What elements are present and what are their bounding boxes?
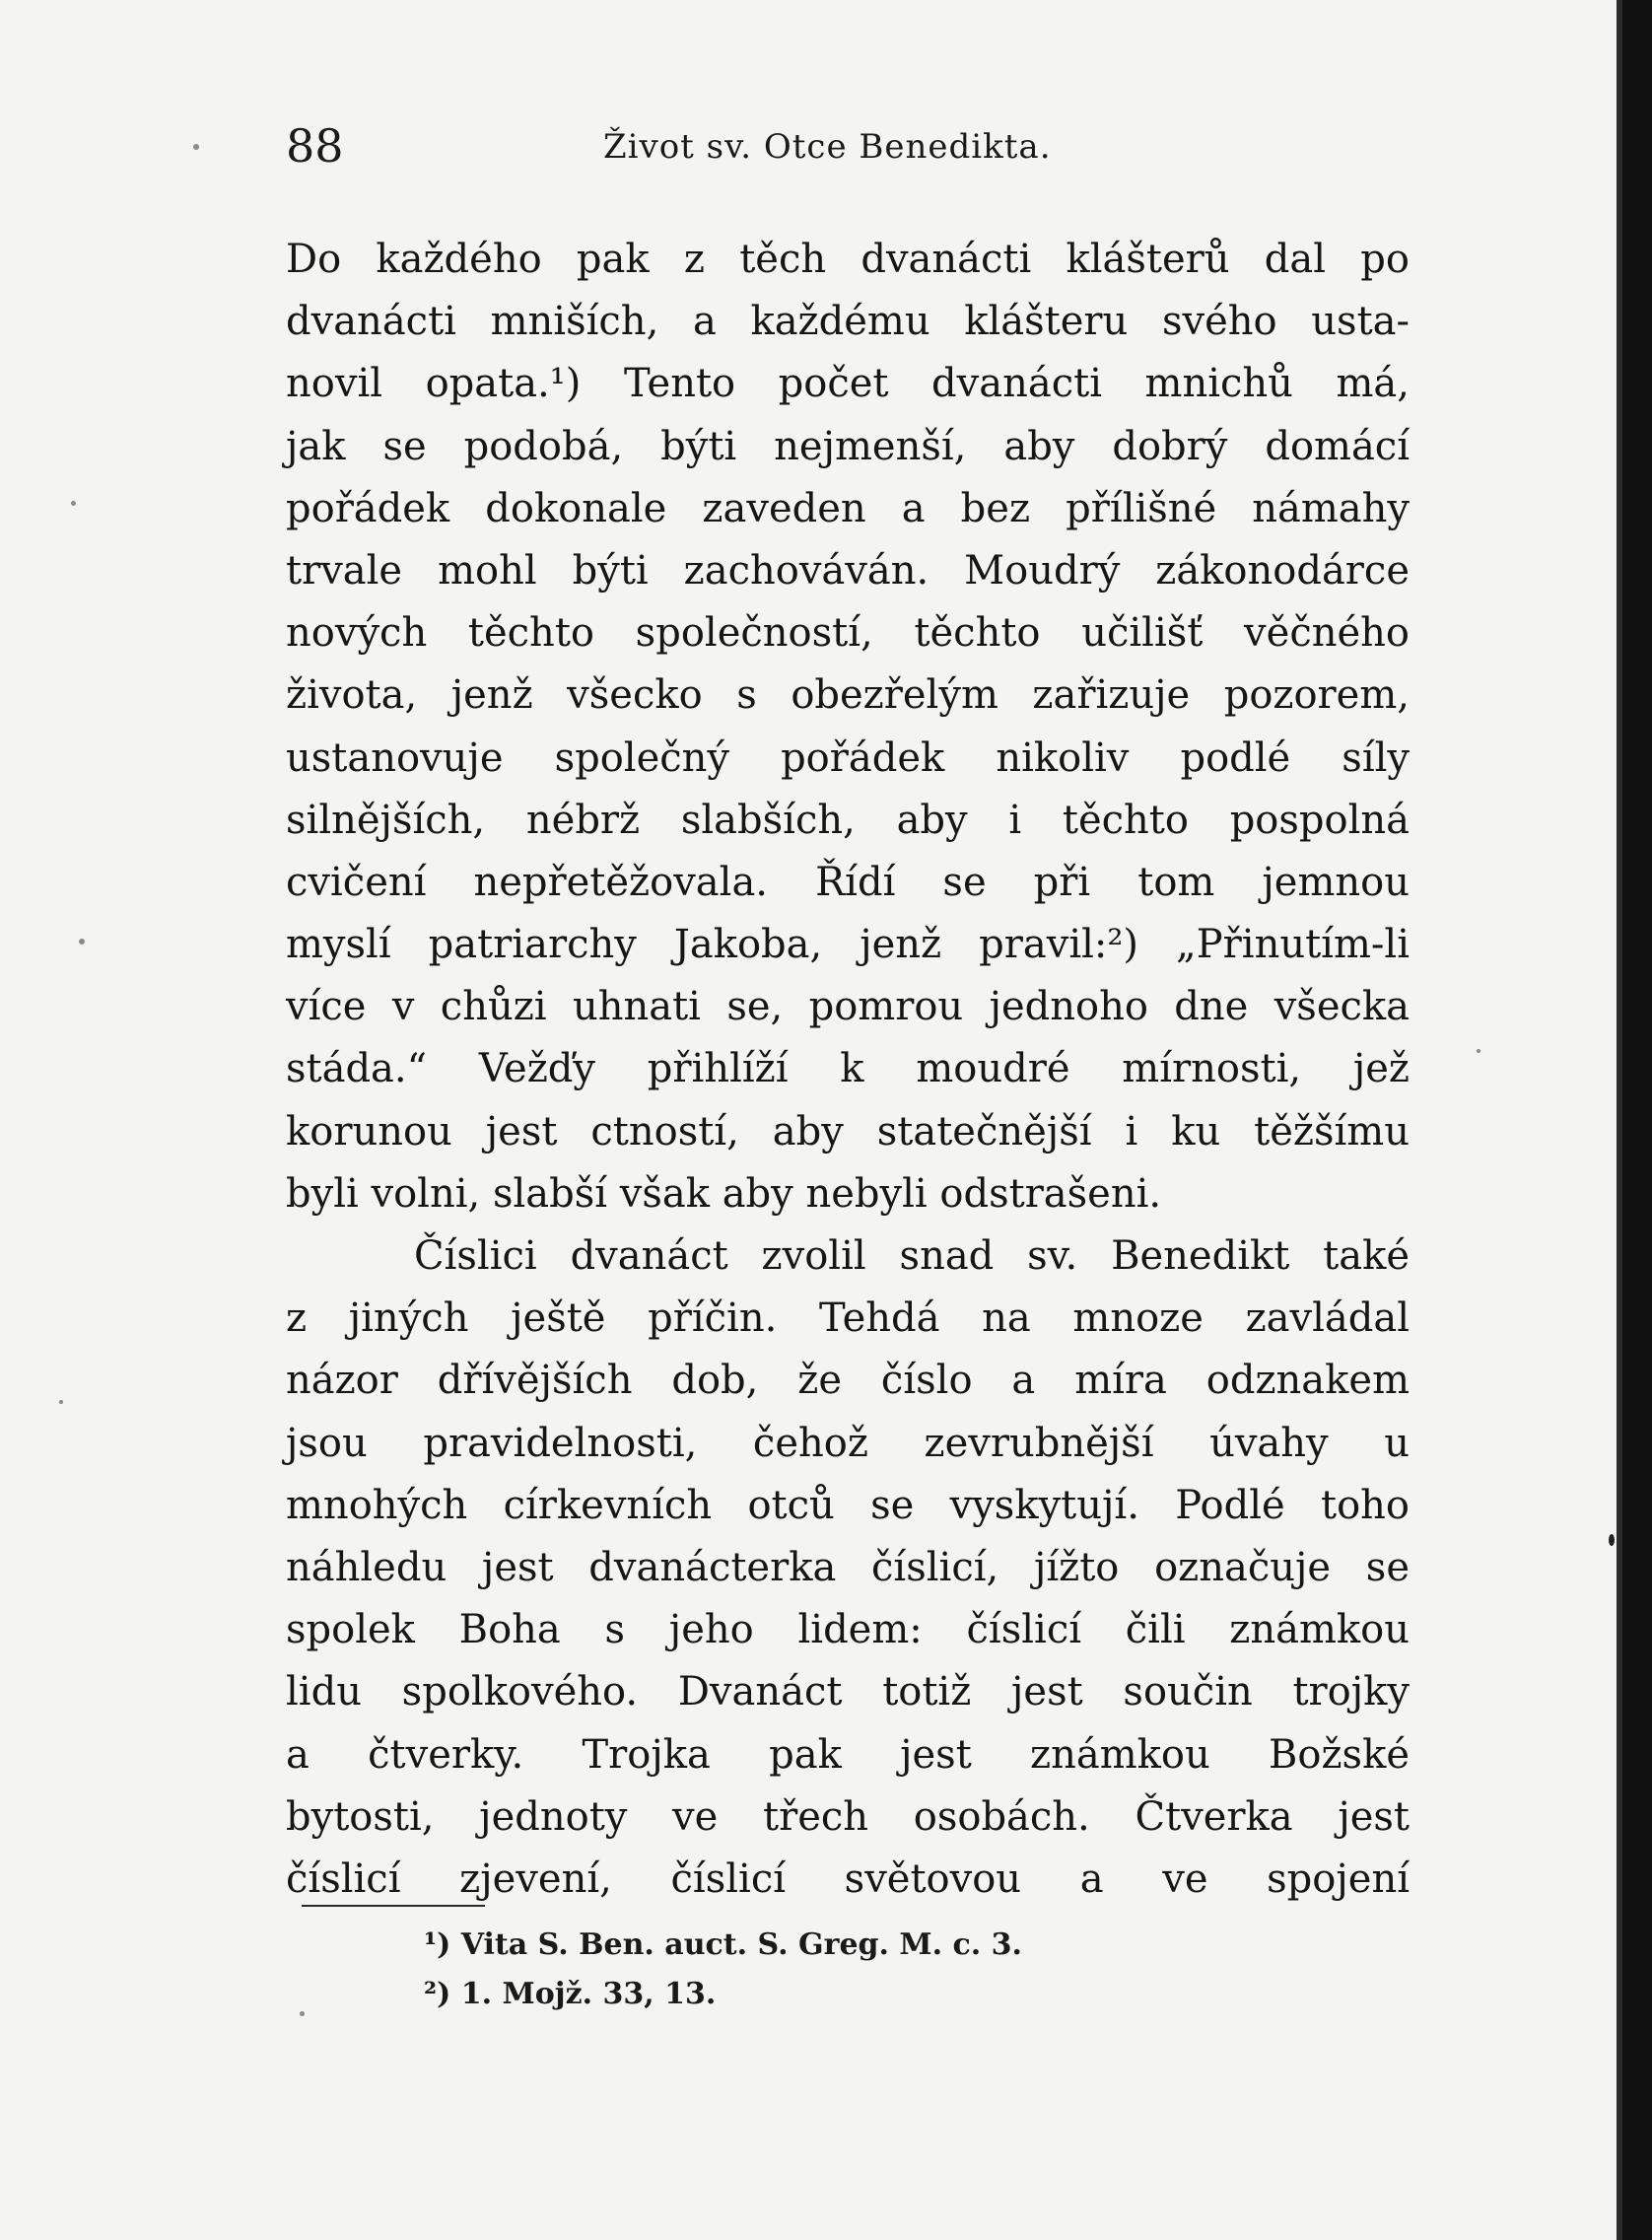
- footnotes: [424, 1921, 1022, 2019]
- page-number: 88: [286, 119, 344, 173]
- text-line: cvičení nepřetěžovala. Řídí se při tom jemnou: [286, 859, 1410, 905]
- text-line: spolek Boha s jeho lidem: číslicí čili známkou: [286, 1607, 1410, 1653]
- text-line: jsou pravidelnosti, čehož zevrubnější úvahy u: [286, 1420, 1410, 1466]
- scan-border: [1617, 0, 1652, 2240]
- text-line: více v chůzi uhnati se, pomrou jednoho dne všecka: [286, 984, 1410, 1030]
- text-line: trvale mohl býti zachováván. Moudrý zákonodárce: [286, 547, 1410, 594]
- scan-speck: [59, 1400, 63, 1404]
- scan-speck: [79, 939, 85, 945]
- text-line: číslicí zjevení, číslicí světovou a ve spojení: [286, 1855, 1410, 1902]
- text-line: myslí patriarchy Jakoba, jenž pravil:²) „Přinutím-li: [286, 922, 1410, 968]
- footnote: ²) 1. Mojž. 33, 13.: [424, 1977, 717, 2011]
- text-line: jak se podobá, býti nejmenší, aby dobrý domácí: [286, 423, 1410, 469]
- text-line: náhledu jest dvanácterka číslicí, jížto označuje se: [286, 1544, 1410, 1590]
- running-title: Život sv. Otce Benedikta.: [603, 127, 1052, 167]
- scan-speck: [300, 2011, 305, 2016]
- text-line: z jiných ještě příčin. Tehdá na mnoze zavládal: [286, 1295, 1410, 1342]
- text-line: mnohých církevních otců se vyskytují. Podlé toho: [286, 1482, 1410, 1528]
- text-line: silnějších, nébrž slabších, aby i těchto pospolná: [286, 797, 1410, 843]
- body-text: [286, 229, 1410, 1911]
- text-line: lidu spolkového. Dvanáct totiž jest součin trojky: [286, 1669, 1410, 1715]
- footnote-divider: [302, 1905, 485, 1907]
- text-line: nových těchto společností, těchto učilišť věčného: [286, 610, 1410, 657]
- text-line: pořádek dokonale zaveden a bez přílišné námahy: [286, 485, 1410, 531]
- scan-speck: [1477, 1049, 1480, 1053]
- text-line: Do každého pak z těch dvanácti klášterů dal po: [286, 237, 1410, 282]
- text-line: korunou jest ctností, aby statečnější i ku těžšímu: [286, 1108, 1410, 1155]
- text-line: stáda.“ Vežďy přihlíží k moudré mírnosti, jež: [286, 1046, 1410, 1092]
- footnote: ¹) Vita S. Ben. auct. S. Greg. M. c. 3.: [424, 1927, 1022, 1962]
- text-line: ustanovuje společný pořádek nikoliv podlé síly: [286, 735, 1410, 781]
- text-line: života, jenž všecko s obezřelým zařizuje pozorem,: [286, 672, 1410, 719]
- scan-speck: [71, 501, 76, 506]
- text-line: a čtverky. Trojka pak jest známkou Božské: [286, 1731, 1410, 1778]
- scan-speck: [1609, 1534, 1615, 1546]
- text-line: Číslici dvanáct zvolil snad sv. Benedikt také: [414, 1233, 1410, 1279]
- text-line: bytosti, jednoty ve třech osobách. Čtverka jest: [286, 1793, 1410, 1840]
- text-line: názor dřívějších dob, že číslo a míra odznakem: [286, 1358, 1410, 1404]
- page-header: [286, 116, 1410, 175]
- text-line: byli volni, slabší však aby nebyli odstrašeni.: [286, 1170, 1162, 1217]
- text-line: dvanácti mniších, a každému klášteru svého usta-: [286, 299, 1410, 345]
- scan-speck: [193, 144, 199, 150]
- text-line: novil opata.¹) Tento počet dvanácti mnichů má,: [286, 361, 1410, 407]
